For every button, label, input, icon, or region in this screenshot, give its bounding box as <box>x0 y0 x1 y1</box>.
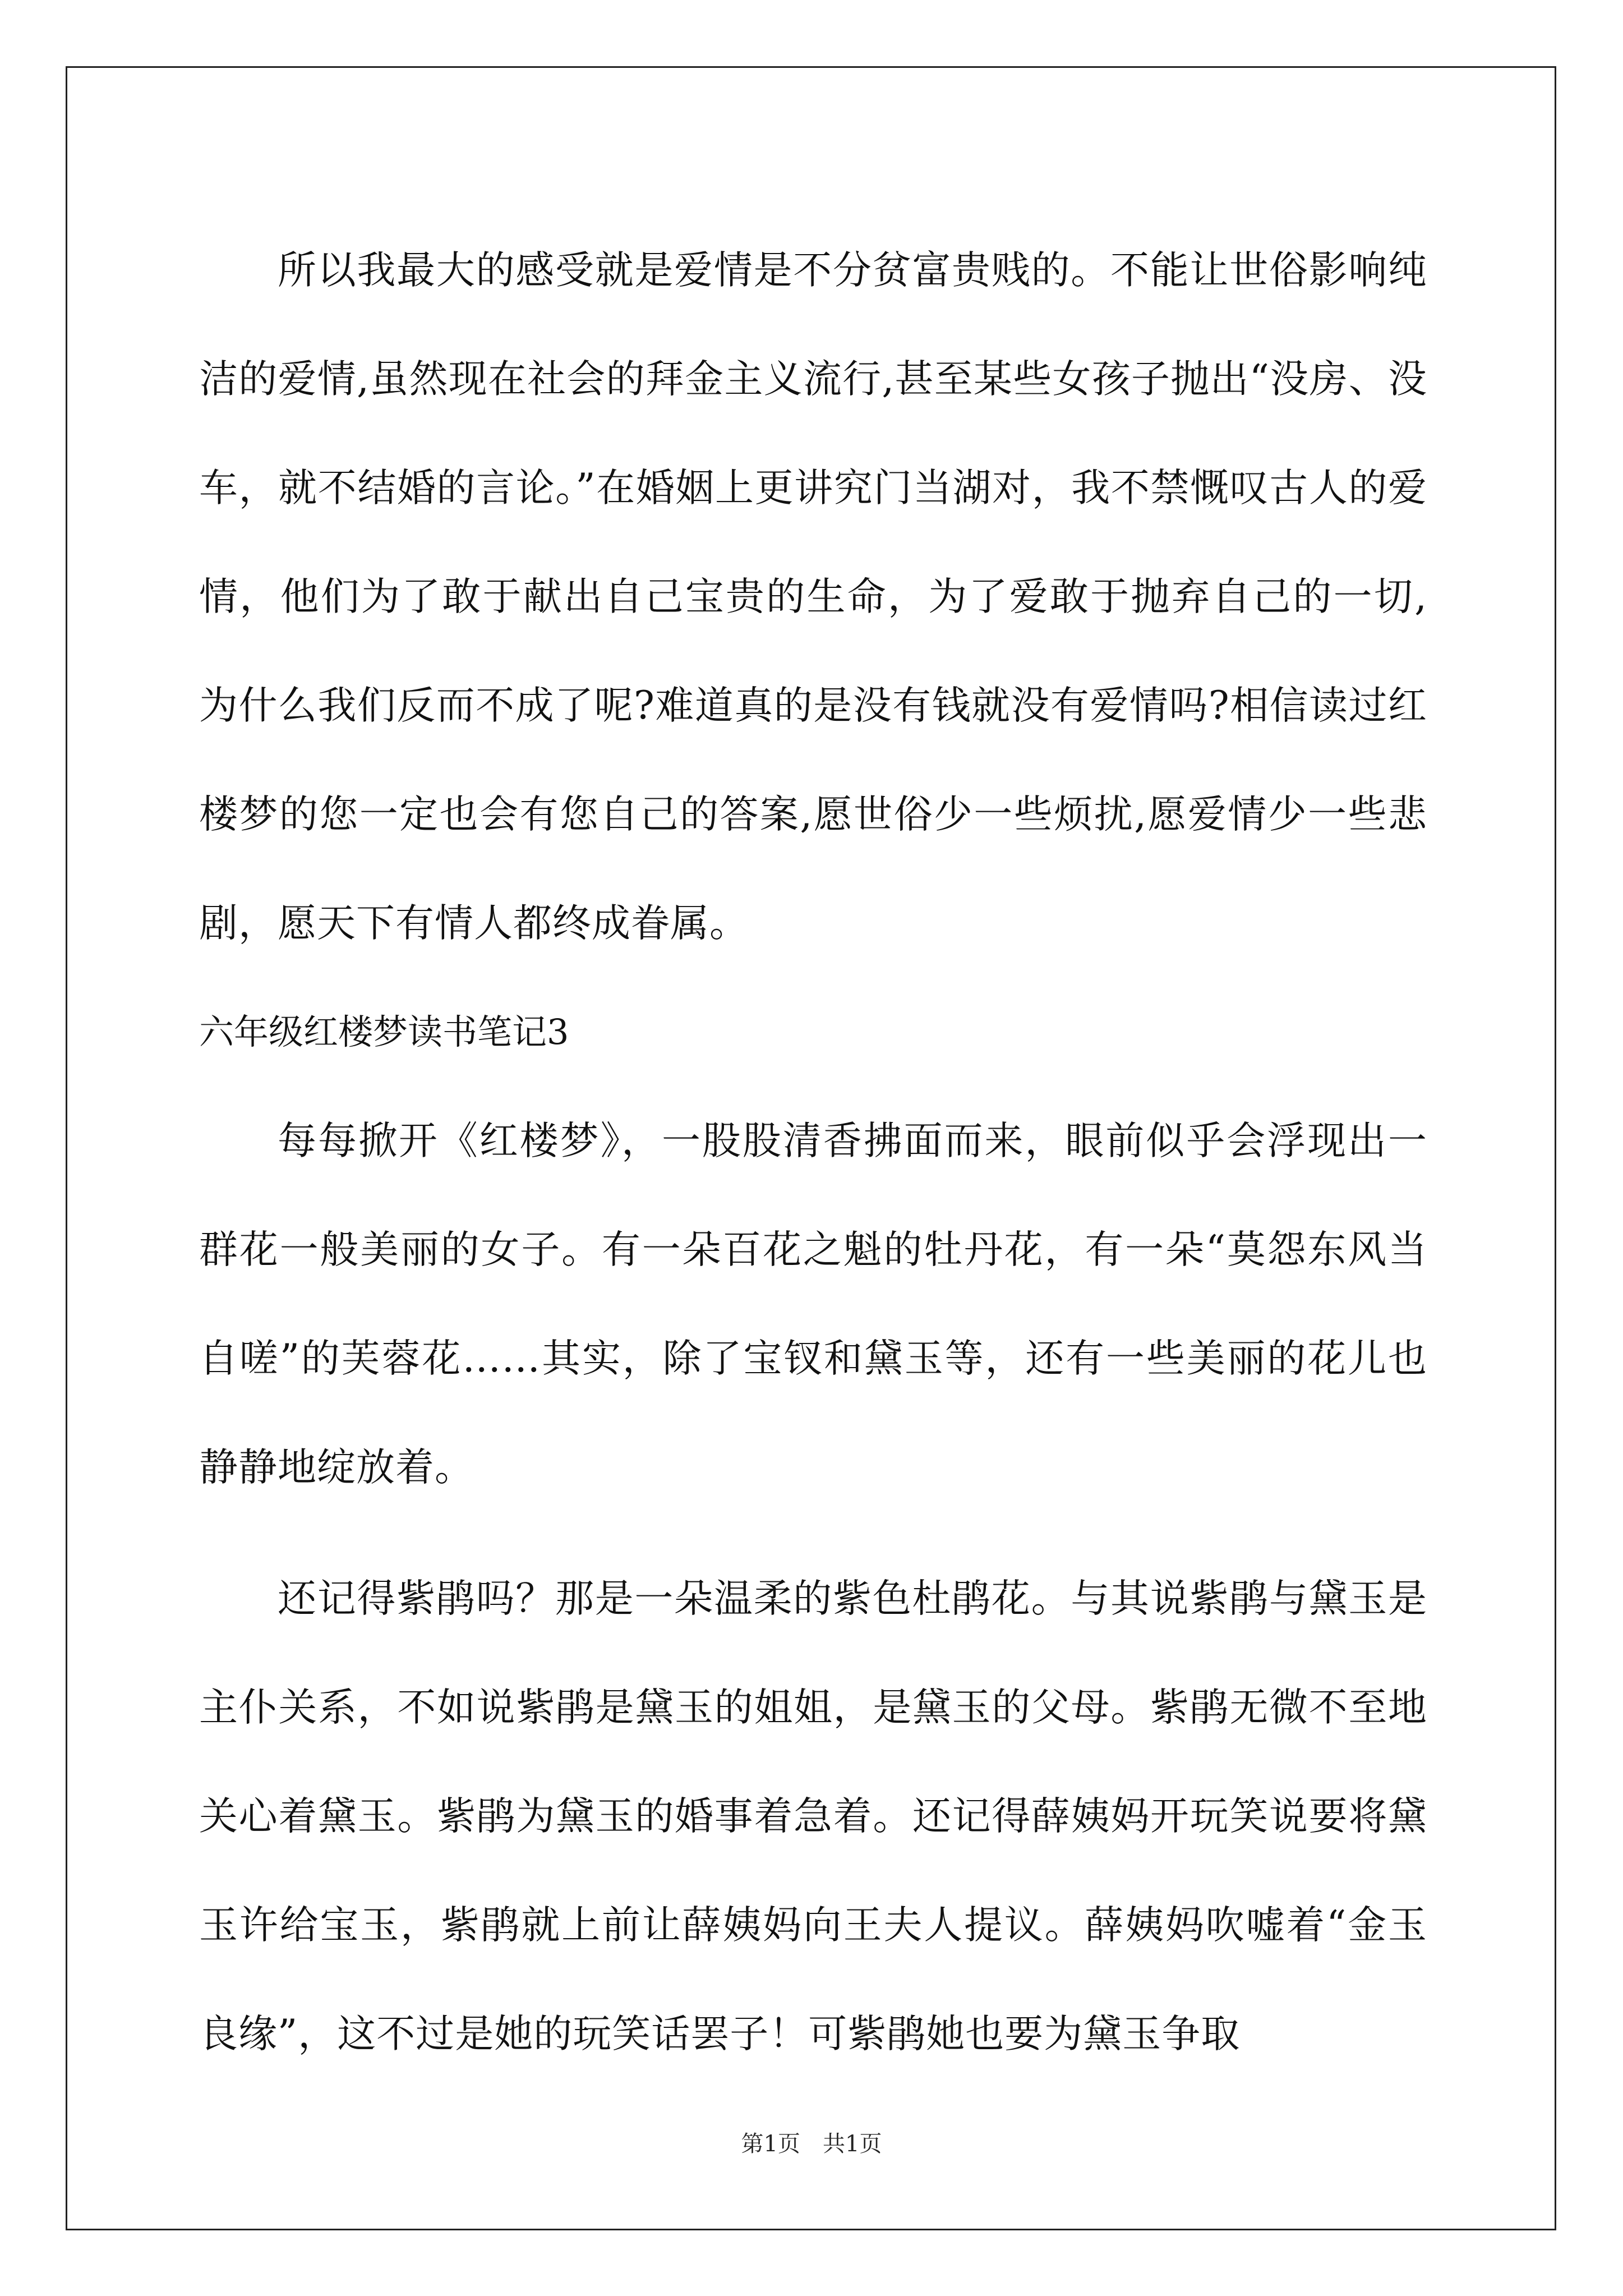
paragraph-love-reflection: 所以我最大的感受就是爱情是不分贫富贵贱的。不能让世俗影响纯洁的爱情,虽然现在社会的拜金主义流行,甚至某些女孩子抛出“没房、没车，就不结婚的言论。”在婚姻上更讲究门当湖对，我不禁慨叹古人的爱情，他们为了敢于献出自己宝贵的生命，为了爱敢于抛弃自己的一切,为什么我们反而不成了呢?难道真的是没有钱就没有爱情吗?相信读过红楼梦的您一定也会有您自己的答案,愿世俗少一些烦扰,愿爱情少一些悲剧，愿天下有情人都终成眷属。 <box>199 248 1427 946</box>
paragraph-zijuan: 还记得紫鹃吗？那是一朵温柔的紫色杜鹃花。与其说紫鹃与黛玉是主仆关系，不如说紫鹃是黛玉的姐姐，是黛玉的父母。紫鹃无微不至地关心着黛玉。紫鹃为黛玉的婚事着急着。还记得薛姨妈开玩笑说要将黛玉许给宝玉，紫鹃就上前让薛姨妈向王夫人提议。薛姨妈吹嘘着“金玉良缘”，这不过是她的玩笑话罢子！可紫鹃她也要为黛玉争取 <box>199 1576 1427 2056</box>
page-footer <box>0 2126 1623 2158</box>
page-total: 共1页 <box>823 2131 882 2157</box>
document-body <box>199 216 1427 2088</box>
section-heading: 六年级红楼梦读书笔记3 <box>199 1011 569 1052</box>
paragraph-opening-red-chamber: 每每掀开《红楼梦》，一股股清香拂面而来，眼前似乎会浮现出一群花一般美丽的女子。有一朵百花之魁的牡丹花，有一朵“莫怨东风当自嗟”的芙蓉花……其实，除了宝钗和黛玉等，还有一些美丽的花儿也静静地绽放着。 <box>199 1119 1427 1490</box>
page-number: 第1页 <box>741 2131 800 2157</box>
